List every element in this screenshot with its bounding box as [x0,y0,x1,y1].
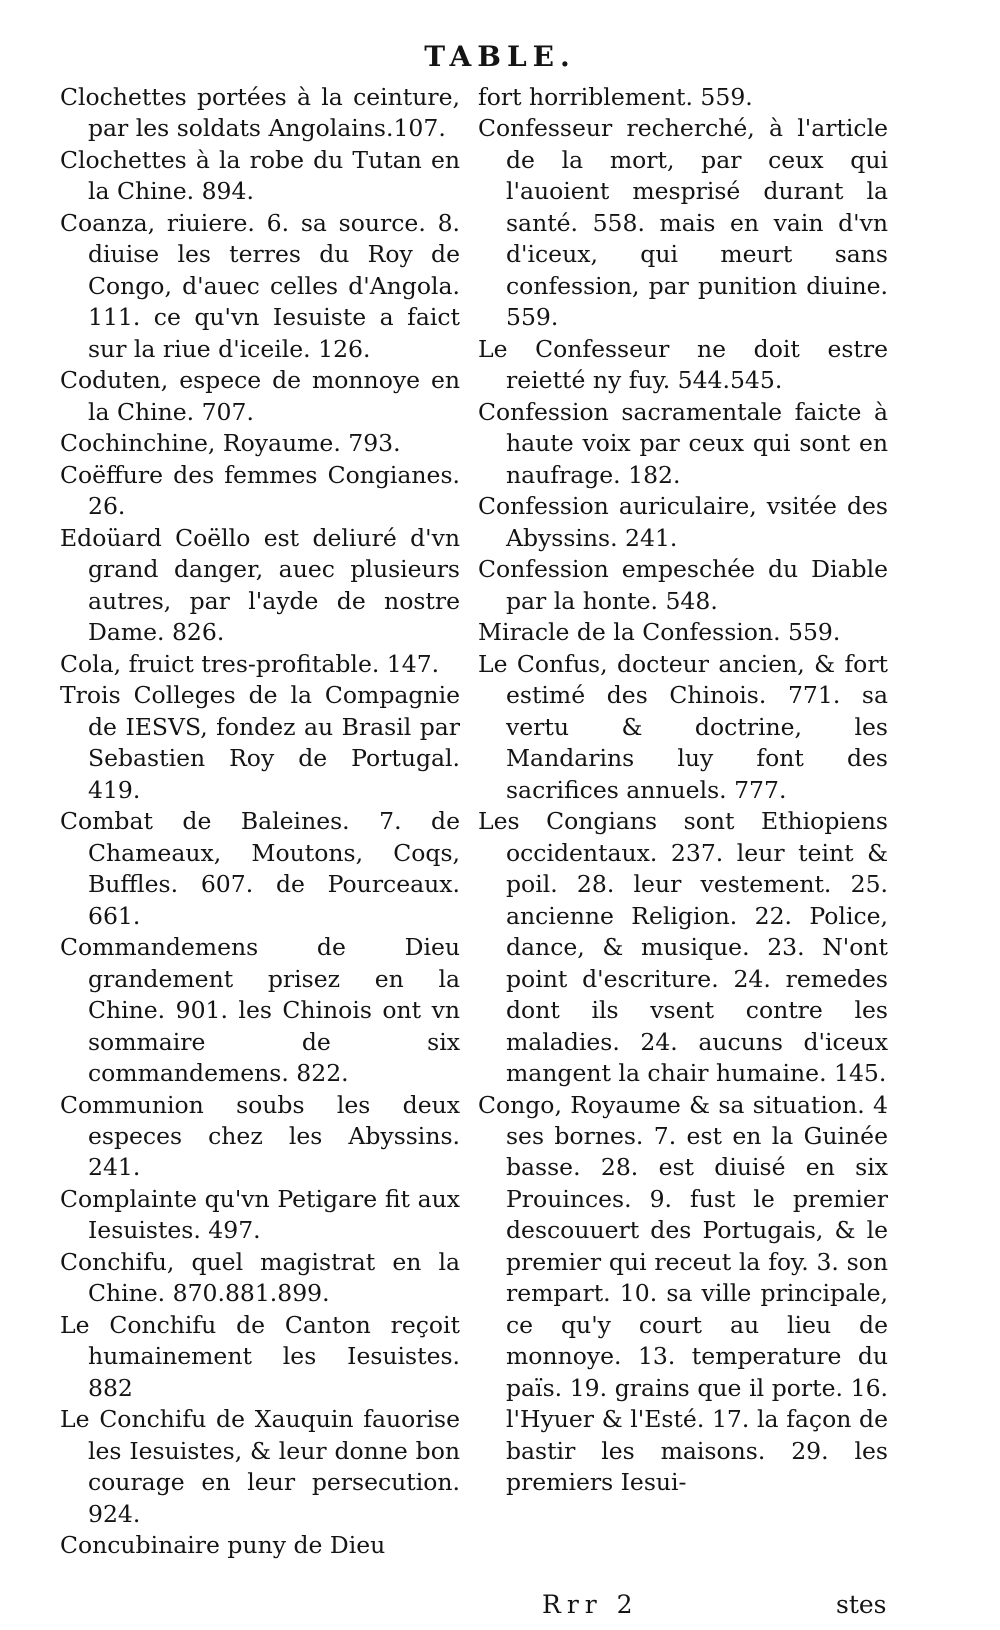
index-entry: Confession sacramentale faicte à haute voix par ceux qui sont en naufrage. 182. [478,397,888,489]
index-entry: fort horriblement. 559. [478,83,753,111]
index-column-left [60,82,460,1562]
index-entry: Edoüard Coëllo est deliuré d'vn grand danger, auec plusieurs autres, par l'ayde de nostre Dame. 826. [60,523,460,647]
index-entry: Coëffure des femmes Congianes. 26. [60,460,460,521]
index-entry: Confession auriculaire, vsitée des Abyssins. 241. [478,492,888,552]
index-entry: Coanza, riuiere. 6. sa source. 8. diuise les terres du Roy de Congo, d'auec celles d'Angola. 111. ce qu'vn Iesuiste a faict sur la riue d'iceile. 126. [60,208,460,363]
index-entry: Les Congians sont Ethiopiens occidentaux. 237. leur teint & poil. 28. leur vestement. 25. ancienne Religion. 22. Police, dance, & musique. 23. N'ont point d'escriture. 24. remedes dont ils vsent contre les maladies. 24. aucuns d'iceux mangent la chair humaine. 145. [478,807,888,1088]
signature-mark: Rrr 2 [542,1590,639,1619]
page-footer [0,1590,1000,1624]
index-column-right [478,82,888,1499]
index-entry: Trois Colleges de la Compagnie de IESVS, fondez au Brasil par Sebastien Roy de Portugal. 419. [60,681,460,804]
index-entry: Miracle de la Confession. 559. [478,618,841,647]
index-entry: Clochettes à la robe du Tutan en la Chine. 894. [60,145,460,206]
index-entry: Cola, fruict tres-profitable. 147. [60,649,440,678]
index-entry: Commandemens de Dieu grandement prisez en la Chine. 901. les Chinois ont vn sommaire de six commandemens. 822. [60,933,460,1088]
index-entry: Le Conchifu de Canton reçoit humainement les Iesuistes. 882 [60,1310,460,1402]
index-entry: Le Confesseur ne doit estre reietté ny fuy. 544.545. [478,334,888,395]
index-entry: Combat de Baleines. 7. de Chameaux, Moutons, Coqs, Buffles. 607. de Pourceaux. 661. [60,807,460,930]
index-entry: Complainte qu'vn Petigare fit aux Iesuistes. 497. [60,1184,460,1245]
index-entry: Congo, Royaume & sa situation. 4 ses bornes. 7. est en la Guinée basse. 28. est diuisé en six Prouinces. 9. fust le premier descouuert des Portugais, & le premier qui receut la foy. 3. son rempart. 10. sa ville principale, ce qu'y court au lieu de monnoye. 13. temperature du païs. 19. grains que il porte. 16. l'Hyuer & l'Esté. 17. la façon de bastir les maisons. 29. les premiers Iesui- [478,1090,888,1497]
index-entry: Conchifu, quel magistrat en la Chine. 870.881.899. [60,1247,460,1308]
index-entry: Le Confus, docteur ancien, & fort estimé des Chinois. 771. sa vertu & doctrine, les Mandarins luy font des sacrifices annuels. 777. [478,649,888,804]
index-entry: Confession empeschée du Diable par la honte. 548. [478,555,888,615]
page-header: TABLE. [424,40,576,73]
index-entry: Cochinchine, Royaume. 793. [60,429,401,458]
index-entry: Concubinaire puny de Dieu [60,1531,386,1560]
index-entry: Confesseur recherché, à l'article de la mort, par ceux qui l'auoient mesprisé durant la santé. 558. mais en vain d'vn d'iceux, qui meurt sans confession, par punition diuine. 559. [478,114,888,332]
catchword: stes [836,1590,887,1619]
index-entry: Communion soubs les deux especes chez les Abyssins. 241. [60,1090,460,1182]
index-entry: Coduten, espece de monnoye en la Chine. 707. [60,366,460,426]
index-entry: Le Conchifu de Xauquin fauorise les Iesuistes, & leur donne bon courage en leur persecution. 924. [60,1405,460,1528]
index-entry: Clochettes portées à la ceinture, par les soldats Angolains.107. [60,83,460,143]
